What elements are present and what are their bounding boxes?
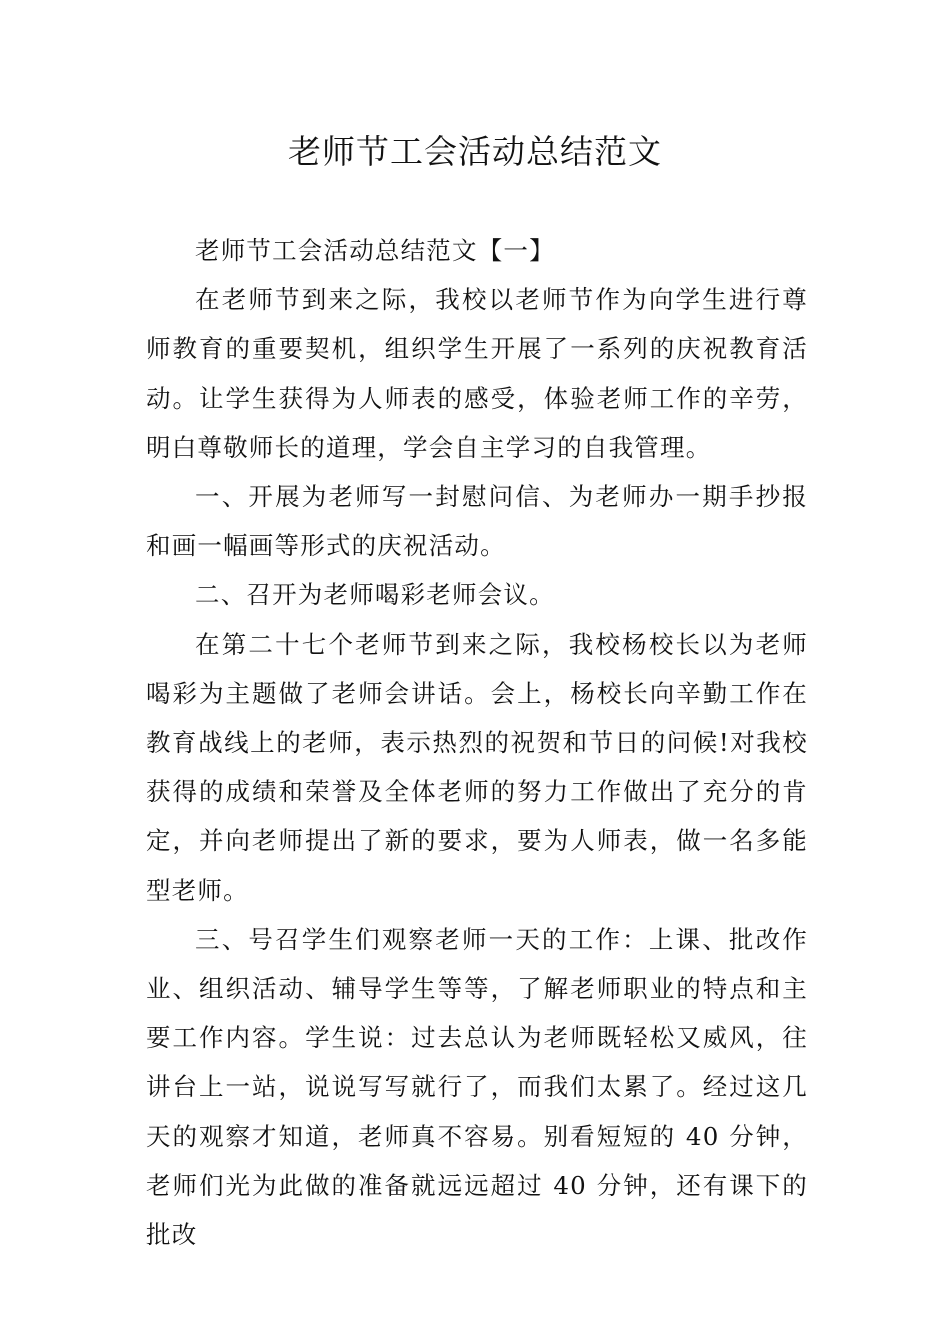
paragraph-item-one: 一、开展为老师写一封慰问信、为老师办一期手抄报和画一幅画等形式的庆祝活动。 [146, 482, 808, 561]
document-body [146, 226, 808, 1259]
paragraph-meeting: 在第二十七个老师节到来之际，我校杨校长以为老师喝彩为主题做了老师会讲话。会上，杨校长向辛勤工作在教育战线上的老师，表示热烈的祝贺和节日的问候!对我校获得的成绩和荣誉及全体老师的努力工作做出了充分的肯定，并向老师提出了新的要求，要为人师表，做一名多能型老师。 [146, 629, 808, 905]
document-title: 老师节工会活动总结范文 [288, 132, 662, 171]
paragraph-subtitle: 老师节工会活动总结范文【一】 [195, 236, 555, 265]
paragraph-intro: 在老师节到来之际，我校以老师节作为向学生进行尊师教育的重要契机，组织学生开展了一系列的庆祝教育活动。让学生获得为人师表的感受，体验老师工作的辛劳，明白尊敬师长的道理，学会自主学习的自我管理。 [146, 285, 808, 462]
paragraph-item-two: 二、召开为老师喝彩老师会议。 [195, 580, 555, 610]
paragraph-item-three: 三、号召学生们观察老师一天的工作：上课、批改作业、组织活动、辅导学生等等，了解老师职业的特点和主要工作内容。学生说：过去总认为老师既轻松又威风，往讲台上一站，说说写写就行了，而我们太累了。经过这几天的观察才知道，老师真不容易。别看短短的 40 分钟，老师们光为此做的准备就远远超过 40 分钟，还有课下的批改 [146, 924, 808, 1250]
